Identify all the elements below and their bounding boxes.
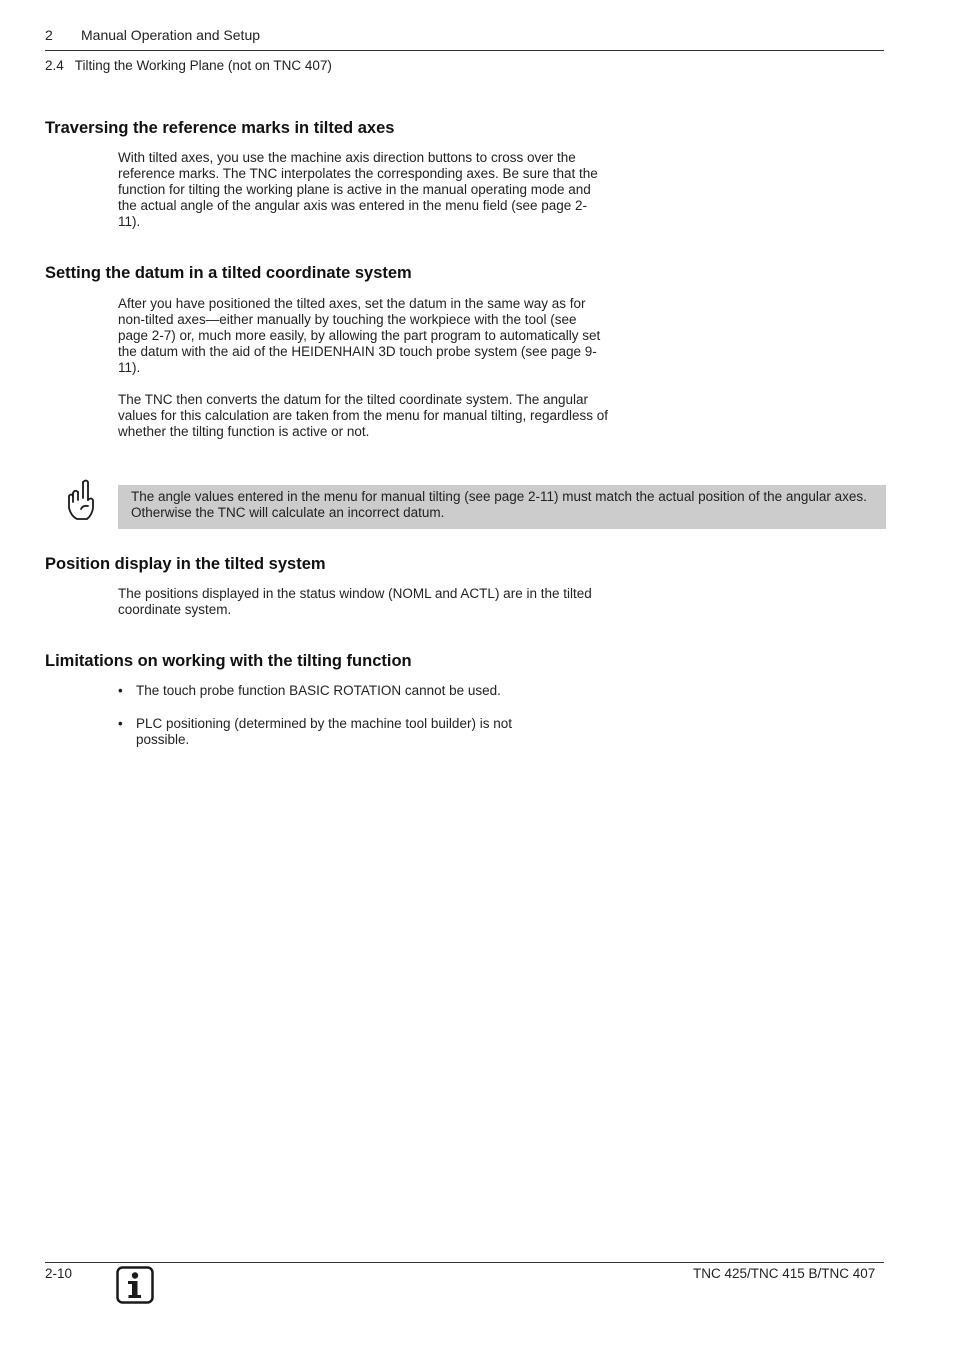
paragraph-setting-datum-2: The TNC then converts the datum for the tilted coordinate system. The angular values for this calculation are taken from the menu for manual tilting, regardless of whether the tilting function is active or not. bbox=[118, 392, 608, 439]
header-rule bbox=[45, 50, 884, 51]
bullet-marker: • bbox=[118, 716, 123, 731]
heading-setting-datum: Setting the datum in a tilted coordinate system bbox=[45, 264, 412, 282]
heading-reference-marks: Traversing the reference marks in tilted axes bbox=[45, 119, 395, 137]
paragraph-position-display: The positions displayed in the status window (NOML and ACTL) are in the tilted coordinate system. bbox=[118, 586, 592, 617]
chapter-title: Manual Operation and Setup bbox=[81, 27, 261, 43]
info-icon bbox=[116, 1266, 154, 1304]
footer-rule bbox=[45, 1262, 884, 1263]
pointing-hand-icon bbox=[65, 478, 97, 524]
heading-position-display: Position display in the tilted system bbox=[45, 555, 326, 573]
note-text: The angle values entered in the menu for manual tilting (see page 2-11) must match the actual position of the angular axes. Otherwise the TNC will calculate an incorrect datum. bbox=[131, 489, 867, 520]
product-name: TNC 425/TNC 415 B/TNC 407 bbox=[693, 1266, 876, 1281]
section-title: 2.4 Tilting the Working Plane (not on TNC 407) bbox=[45, 58, 332, 73]
chapter-number: 2 bbox=[45, 27, 53, 43]
paragraph-reference-marks: With tilted axes, you use the machine axis direction buttons to cross over the reference marks. The TNC interpolates the corresponding axes. Be sure that the function for tilting the working plane is active in the manual operating mode and the actual angle of the angular axis was entered in the menu field (see page 2-11). bbox=[118, 150, 598, 229]
page-number: 2-10 bbox=[45, 1266, 73, 1281]
heading-limitations: Limitations on working with the tilting function bbox=[45, 652, 412, 670]
bullet-item-basic-rotation: The touch probe function BASIC ROTATION cannot be used. bbox=[136, 683, 501, 698]
bullet-item-plc-positioning: PLC positioning (determined by the machine tool builder) is not possible. bbox=[136, 716, 512, 747]
bullet-marker: • bbox=[118, 683, 123, 698]
paragraph-setting-datum-1: After you have positioned the tilted axes, set the datum in the same way as for non-tilted axes—either manually by touching the workpiece with the tool (see page 2-7) or, much more easily, by allowing the part program to automatically set the datum with the aid of the HEIDENHAIN 3D touch probe system (see page 9-11). bbox=[118, 296, 601, 375]
